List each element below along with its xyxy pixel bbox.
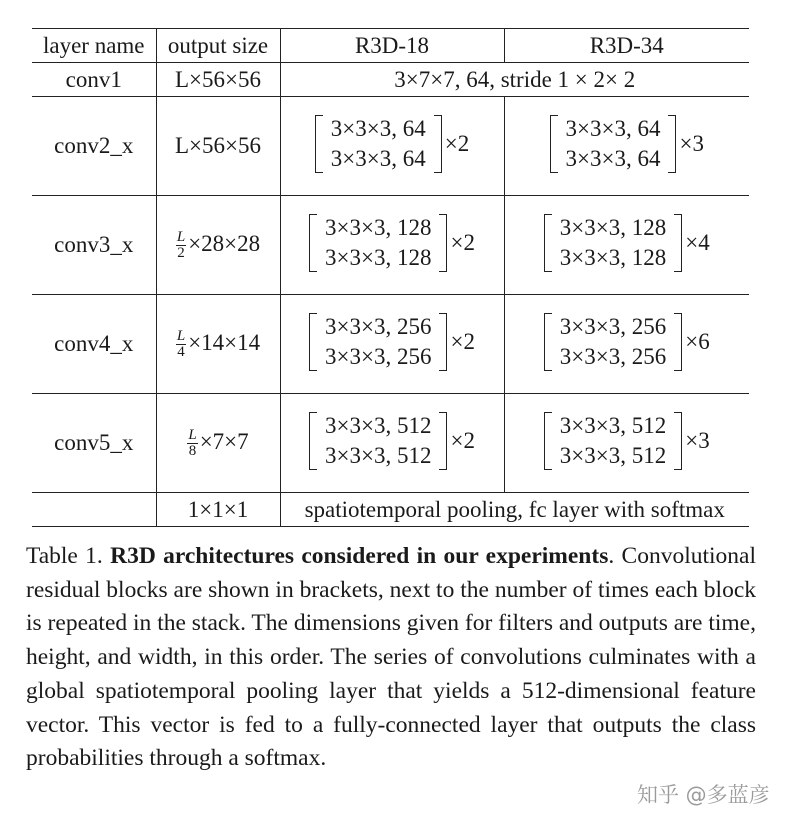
fraction xyxy=(176,230,186,261)
r3d-18-block-cell xyxy=(280,394,504,493)
block-row: 3×3×3, 512 xyxy=(559,442,667,468)
block-row: 3×3×3, 64 xyxy=(565,115,661,141)
output-size-cell: 1×1×1 xyxy=(156,493,280,527)
caption-title: R3D architectures considered in our experiments xyxy=(110,543,609,569)
left-bracket xyxy=(544,313,552,371)
output-size-cell xyxy=(156,394,280,493)
repeat-count: ×2 xyxy=(444,130,470,156)
r3d-18-block-cell xyxy=(280,196,504,295)
residual-block xyxy=(544,411,710,471)
fraction-denominator: 4 xyxy=(177,343,185,360)
left-bracket xyxy=(550,115,558,173)
block-row: 3×3×3, 128 xyxy=(325,214,432,240)
table-caption xyxy=(26,540,756,776)
r3d-18-block-cell xyxy=(280,295,504,394)
block-row: 3×3×3, 128 xyxy=(559,214,667,240)
residual-block xyxy=(544,312,710,372)
block-row: 3×3×3, 64 xyxy=(330,115,426,141)
repeat-count: ×3 xyxy=(685,427,710,453)
fraction xyxy=(187,428,197,459)
repeat-count: ×6 xyxy=(685,328,710,354)
block-row: 3×3×3, 64 xyxy=(565,145,661,171)
r3d-18-block-cell xyxy=(280,97,504,196)
layer-name-cell: conv3_x xyxy=(32,196,156,295)
layer-name-cell: conv2_x xyxy=(32,97,156,196)
table-row-conv1 xyxy=(32,63,749,97)
final-spec-cell: spatiotemporal pooling, fc layer with softmax xyxy=(280,493,749,527)
output-size-cell xyxy=(156,196,280,295)
r3d-34-block-cell xyxy=(504,394,749,493)
right-bracket xyxy=(674,412,682,470)
r3d-34-block-cell xyxy=(504,196,749,295)
r3d-34-block-cell xyxy=(504,97,749,196)
block-row: 3×3×3, 256 xyxy=(325,343,432,369)
repeat-count: ×2 xyxy=(450,328,475,354)
table-row-conv2 xyxy=(32,97,749,196)
residual-block xyxy=(309,213,475,273)
right-bracket xyxy=(668,115,676,173)
block-row: 3×3×3, 256 xyxy=(559,343,667,369)
output-size-text: L×56×56 xyxy=(175,133,261,158)
repeat-count: ×2 xyxy=(450,229,475,255)
watermark: 知乎 @多蓝彦 xyxy=(637,783,770,807)
right-bracket xyxy=(439,214,447,272)
output-size-cell xyxy=(156,295,280,394)
table-row-conv4 xyxy=(32,295,749,394)
left-bracket xyxy=(309,214,317,272)
block-row: 3×3×3, 64 xyxy=(330,145,426,171)
layer-name-cell: conv5_x xyxy=(32,394,156,493)
residual-block xyxy=(550,114,704,174)
layer-name-cell xyxy=(32,493,156,527)
block-row: 3×3×3, 512 xyxy=(559,412,667,438)
output-size-text: ×14×14 xyxy=(188,329,261,355)
residual-block xyxy=(309,411,475,471)
block-row: 3×3×3, 512 xyxy=(325,412,432,438)
caption-label: Table 1. xyxy=(26,543,111,569)
header-output-size: output size xyxy=(156,29,280,63)
repeat-count: ×2 xyxy=(450,427,475,453)
block-row: 3×3×3, 512 xyxy=(325,442,432,468)
right-bracket xyxy=(434,115,442,173)
left-bracket xyxy=(315,115,323,173)
right-bracket xyxy=(439,412,447,470)
right-bracket xyxy=(674,313,682,371)
conv1-spec-cell: 3×7×7, 64, stride 1 × 2× 2 xyxy=(280,63,749,97)
residual-block xyxy=(309,312,475,372)
residual-block xyxy=(544,213,710,273)
table-row-conv5 xyxy=(32,394,749,493)
header-layer-name: layer name xyxy=(32,29,156,63)
right-bracket xyxy=(674,214,682,272)
fraction-numerator: L xyxy=(176,228,186,245)
right-bracket xyxy=(439,313,447,371)
output-size-text: ×7×7 xyxy=(199,428,249,454)
fraction xyxy=(176,329,186,360)
output-size-cell: L×56×56 xyxy=(156,63,280,97)
fraction-numerator: L xyxy=(188,426,197,443)
layer-name-cell: conv1 xyxy=(32,63,156,97)
caption-body: . Convolutional residual blocks are shown in brackets, next to the number of times each block is repeated in the stack. The dimensions given for filters and outputs are time, height, and width, in this order. The series of convolutions culminates with a global spatiotemporal pooling layer that yields a 512-dimensional feature vector. This vector is fed to a fully-connected layer that outputs the class probabilities through a softmax. xyxy=(26,543,756,772)
block-row: 3×3×3, 128 xyxy=(325,244,432,270)
layer-name-cell: conv4_x xyxy=(32,295,156,394)
fraction-denominator: 8 xyxy=(188,442,197,459)
output-size-cell xyxy=(156,97,280,196)
residual-block xyxy=(315,114,469,174)
r3d-34-block-cell xyxy=(504,295,749,394)
table-row-final xyxy=(32,493,749,527)
architecture-table xyxy=(32,28,749,527)
table-row-conv3 xyxy=(32,196,749,295)
left-bracket xyxy=(544,214,552,272)
block-row: 3×3×3, 128 xyxy=(559,244,667,270)
header-r3d-34: R3D-34 xyxy=(504,29,749,63)
left-bracket xyxy=(544,412,552,470)
block-row: 3×3×3, 256 xyxy=(559,313,667,339)
repeat-count: ×3 xyxy=(679,130,704,156)
repeat-count: ×4 xyxy=(685,229,710,255)
left-bracket xyxy=(309,313,317,371)
header-r3d-18: R3D-18 xyxy=(280,29,504,63)
table-header-row xyxy=(32,29,749,63)
fraction-denominator: 2 xyxy=(177,244,185,261)
left-bracket xyxy=(309,412,317,470)
block-row: 3×3×3, 256 xyxy=(325,313,432,339)
output-size-text: ×28×28 xyxy=(188,230,261,256)
fraction-numerator: L xyxy=(176,327,186,344)
